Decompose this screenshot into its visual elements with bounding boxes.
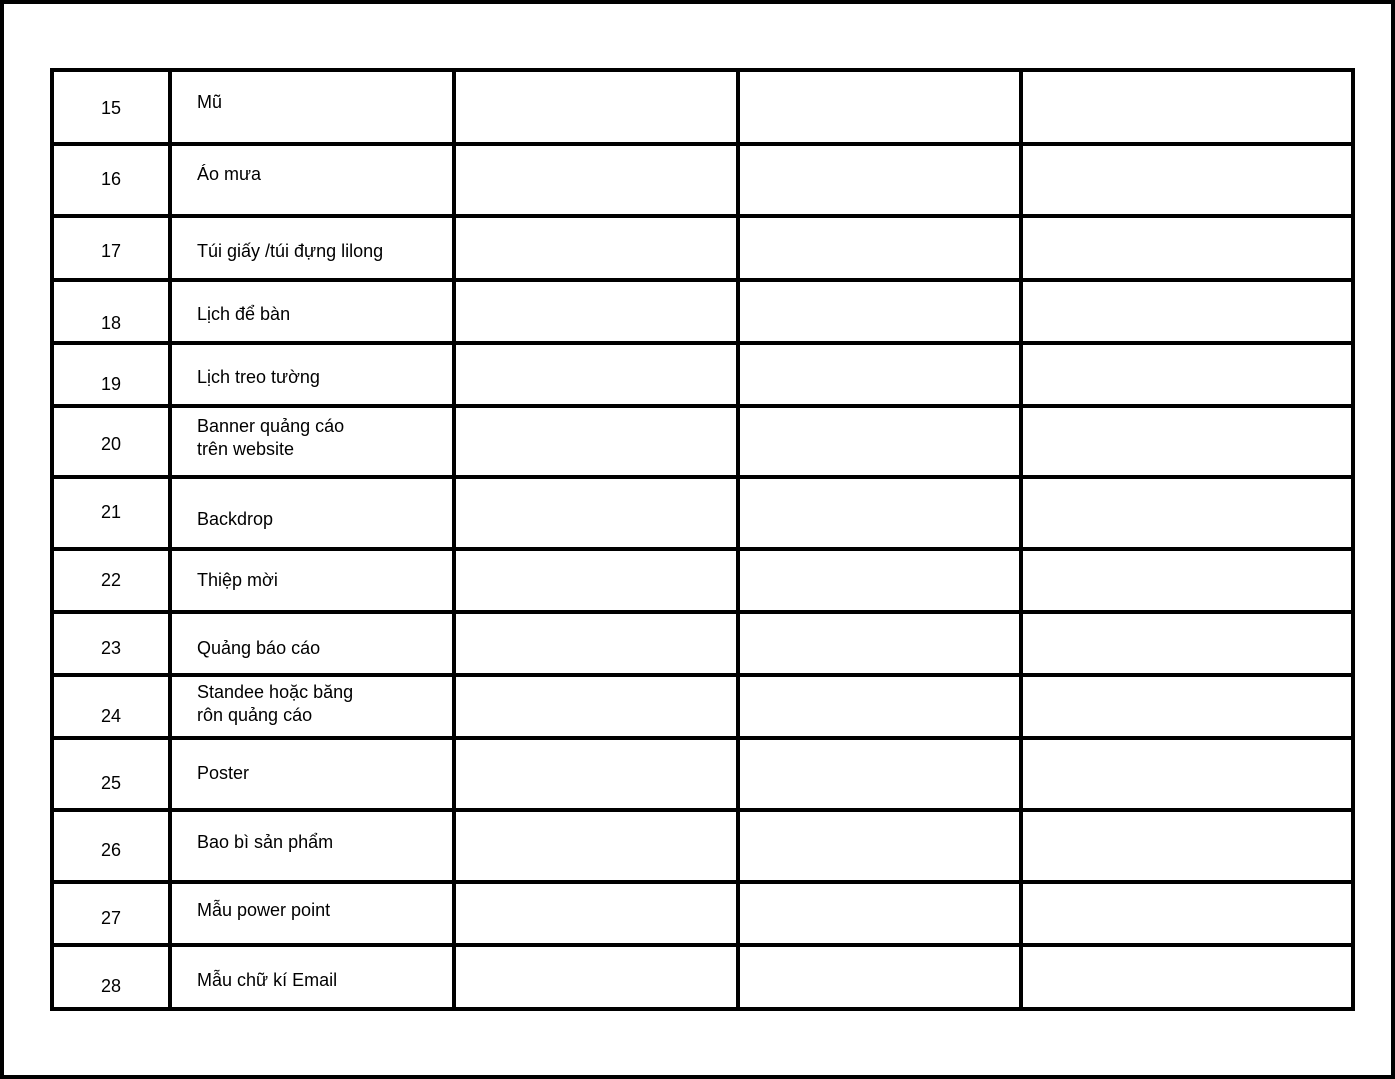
item-name: Mũ: [197, 92, 223, 112]
table-row: [54, 740, 1351, 808]
table-row: [54, 218, 1351, 278]
item-name: Backdrop: [197, 509, 274, 529]
table-row: [54, 146, 1351, 214]
table-row: [54, 614, 1351, 673]
item-name: Lịch treo tường: [197, 367, 320, 387]
item-name: Áo mưa: [197, 164, 262, 184]
item-name: Poster: [197, 763, 250, 783]
item-name: Thiệp mời: [197, 570, 278, 590]
row-number: 27: [100, 908, 122, 928]
row-number: 25: [100, 773, 122, 793]
table-row: [54, 677, 1351, 736]
table-row: [54, 345, 1351, 404]
table-row: [54, 282, 1351, 341]
item-name: Bao bì sản phẩm: [197, 832, 334, 852]
row-number: 28: [100, 976, 122, 996]
row-number: 16: [100, 169, 122, 189]
item-name: Banner quảng cáo trên website: [197, 416, 345, 459]
table-row: [54, 947, 1351, 1011]
row-number: 19: [100, 374, 122, 394]
row-number: 20: [100, 434, 122, 454]
item-name: Quảng báo cáo: [197, 638, 321, 658]
table-row: [54, 551, 1351, 610]
item-name: Lịch để bàn: [197, 304, 291, 324]
row-number: 22: [100, 570, 122, 590]
row-number: 17: [100, 241, 122, 261]
row-number: 26: [100, 840, 122, 860]
item-name: Mẫu chữ kí Email: [197, 970, 338, 990]
table-row: [54, 408, 1351, 475]
row-number: 21: [100, 502, 122, 522]
row-number: 18: [100, 313, 122, 333]
table-row: [54, 72, 1351, 142]
table-row: [54, 479, 1351, 547]
table-row: [54, 884, 1351, 943]
table-row: [54, 812, 1351, 880]
item-name: Mẫu power point: [197, 900, 331, 920]
row-number: 24: [100, 706, 122, 726]
item-name: Túi giấy /túi đựng lilong: [197, 241, 384, 261]
row-number: 23: [100, 638, 122, 658]
row-number: 15: [100, 98, 122, 118]
item-table: [50, 68, 1355, 1011]
item-name: Standee hoặc băng rôn quảng cáo: [197, 682, 354, 725]
